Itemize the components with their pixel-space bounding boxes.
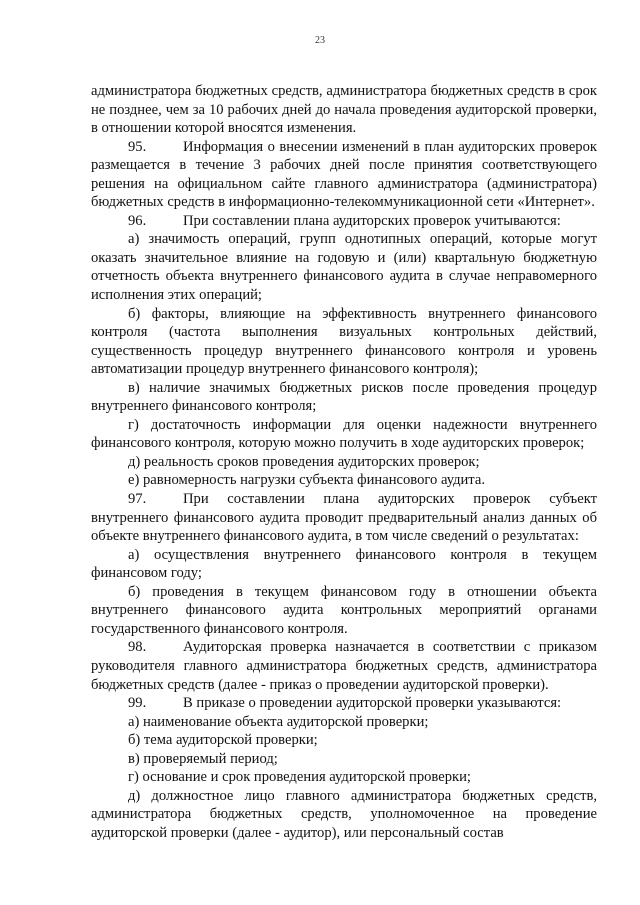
paragraph-text: б) факторы, влияющие на эффективность внутреннего финансового контроля (частота выполнения визуальных контрольных действий, существенность процедур внутреннего финансового контроля и уровень автоматизации процедур внутреннего финансового контроля); — [91, 305, 597, 378]
paragraph-text: д) реальность сроков проведения аудиторских проверок; — [128, 453, 480, 470]
paragraph-number: 96. — [128, 212, 147, 229]
paragraph-continuation — [91, 82, 597, 138]
paragraph-96 — [91, 212, 597, 231]
paragraph-text: г) достаточность информации для оценки надежности внутреннего финансового контроля, которую можно получить в ходе аудиторских проверок; — [91, 416, 597, 452]
list-item-96v — [91, 379, 597, 416]
paragraph-text: При составлении плана аудиторских проверок субъект внутреннего финансового аудита проводит предварительный анализ данных об объекте внутреннего финансового аудита, в том числе сведений о результатах: — [91, 491, 597, 545]
paragraph-text: а) осуществления внутреннего финансового контроля в текущем финансовом году; — [91, 546, 597, 582]
paragraph-98 — [91, 638, 597, 694]
paragraph-text: г) основание и срок проведения аудиторской проверки; — [128, 769, 471, 786]
paragraph-number: 99. — [128, 695, 147, 712]
paragraph-text: а) наименование объекта аудиторской проверки; — [128, 713, 429, 730]
paragraph-text: б) тема аудиторской проверки; — [128, 732, 318, 749]
paragraph-text: При составлении плана аудиторских проверок учитываются: — [183, 212, 561, 229]
list-item-97b — [91, 583, 597, 639]
paragraph-text: а) значимость операций, групп однотипных операций, которые могут оказать значительное влияние на годовую и (или) квартальную бюджетную отчетность объекта внутреннего финансового аудита в случае неправомерного исполнения этих операций; — [91, 231, 597, 304]
paragraph-text: в) наличие значимых бюджетных рисков после проведения процедур внутреннего финансового контроля; — [91, 379, 597, 415]
list-item-99g — [91, 768, 597, 787]
list-item-96g — [91, 416, 597, 453]
body-text — [91, 82, 597, 842]
page-number: 23 — [315, 35, 325, 46]
paragraph-text: е) равномерность нагрузки субъекта финансового аудита. — [128, 472, 485, 489]
list-item-96d — [91, 453, 597, 472]
list-item-99d — [91, 787, 597, 843]
paragraph-text: д) должностное лицо главного администратора бюджетных средств, администратора бюджетных средств, уполномоченное на проведение аудиторской проверки (далее - аудитор), или персональный состав — [91, 787, 597, 841]
paragraph-number: 95. — [128, 138, 147, 155]
paragraph-number: 97. — [128, 491, 147, 508]
paragraph-97 — [91, 490, 597, 546]
paragraph-text: Аудиторская проверка назначается в соответствии с приказом руководителя главного администратора бюджетных средств, администратора бюджетных средств (далее - приказ о проведении аудиторской проверки). — [91, 639, 597, 693]
list-item-99v — [91, 750, 597, 769]
list-item-99b — [91, 731, 597, 750]
list-item-96a — [91, 230, 597, 304]
paragraph-99 — [91, 694, 597, 713]
list-item-96b — [91, 305, 597, 379]
paragraph-text: администратора бюджетных средств, администратора бюджетных средств в срок не позднее, чем за 10 рабочих дней до начала проведения аудиторской проверки, в отношении которой вносятся изменения. — [91, 83, 597, 137]
list-item-99a — [91, 713, 597, 732]
paragraph-text: б) проведения в текущем финансовом году в отношении объекта внутреннего финансового аудита контрольных мероприятий органами государственного финансового контроля. — [91, 583, 597, 637]
paragraph-text: в) проверяемый период; — [128, 750, 278, 767]
list-item-96e — [91, 471, 597, 490]
paragraph-95 — [91, 138, 597, 212]
list-item-97a — [91, 546, 597, 583]
paragraph-text: В приказе о проведении аудиторской проверки указываются: — [183, 695, 562, 712]
paragraph-text: Информация о внесении изменений в план аудиторских проверок размещается в течение 3 рабочих дней после принятия соответствующего решения на официальном сайте главного администратора (администратора) бюджетных средств в информационно-телекоммуникационной сети «Интернет». — [91, 138, 597, 211]
paragraph-number: 98. — [128, 639, 147, 656]
